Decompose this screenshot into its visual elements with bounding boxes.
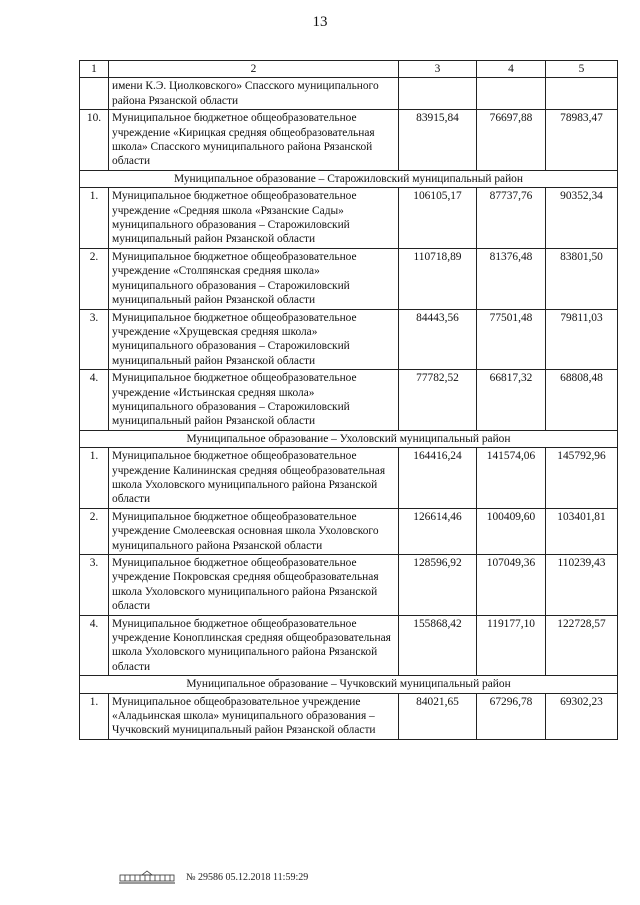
value-col-4: 77501,48 (477, 309, 546, 370)
row-number (80, 78, 109, 110)
table-body (80, 61, 618, 740)
value-col-3: 106105,17 (399, 188, 477, 249)
value-col-4: 100409,60 (477, 508, 546, 554)
registration-number: № 29586 05.12.2018 11:59:29 (186, 871, 309, 883)
row-number: 1. (80, 448, 109, 509)
value-col-5: 78983,47 (546, 110, 618, 171)
value-col-4: 87737,76 (477, 188, 546, 249)
table-row (80, 78, 618, 110)
section-header-row (80, 676, 618, 693)
row-number: 3. (80, 309, 109, 370)
column-header: 4 (477, 61, 546, 78)
value-col-3 (399, 78, 477, 110)
value-col-4: 76697,88 (477, 110, 546, 171)
row-number: 1. (80, 693, 109, 739)
table-row (80, 508, 618, 554)
value-col-5: 68808,48 (546, 370, 618, 431)
column-header: 3 (399, 61, 477, 78)
section-title: Муниципальное образование – Чучковский муниципальный район (80, 676, 618, 693)
table-row (80, 188, 618, 249)
value-col-3: 126614,46 (399, 508, 477, 554)
value-col-3: 128596,92 (399, 555, 477, 616)
funding-table (79, 60, 618, 740)
value-col-5: 79811,03 (546, 309, 618, 370)
table-row (80, 248, 618, 309)
section-title: Муниципальное образование – Ухоловский муниципальный район (80, 430, 618, 447)
value-col-3: 77782,52 (399, 370, 477, 431)
column-header: 1 (80, 61, 109, 78)
column-header: 2 (109, 61, 399, 78)
column-header: 5 (546, 61, 618, 78)
page-number: 13 (312, 14, 328, 30)
table-row (80, 448, 618, 509)
government-building-stamp-icon (118, 870, 176, 884)
value-col-3: 84021,65 (399, 693, 477, 739)
registration-footer (118, 870, 308, 884)
row-number: 2. (80, 508, 109, 554)
row-number: 10. (80, 110, 109, 171)
value-col-4: 81376,48 (477, 248, 546, 309)
value-col-4: 119177,10 (477, 615, 546, 676)
row-number: 4. (80, 615, 109, 676)
table-row (80, 555, 618, 616)
value-col-5: 90352,34 (546, 188, 618, 249)
institution-name: Муниципальное бюджетное общеобразовательное учреждение «Хрущевская средняя школа» муниципального образования – Старожиловский муниципальный район Рязанской области (109, 309, 399, 370)
value-col-5: 83801,50 (546, 248, 618, 309)
value-col-5: 122728,57 (546, 615, 618, 676)
table-header-row (80, 61, 618, 78)
table-row (80, 693, 618, 739)
institution-name: Муниципальное бюджетное общеобразовательное учреждение «Кирицкая средняя общеобразовательная школа» Спасского муниципального района Рязанской области (109, 110, 399, 171)
table-row (80, 615, 618, 676)
row-number: 3. (80, 555, 109, 616)
value-col-5: 110239,43 (546, 555, 618, 616)
institution-name: имени К.Э. Циолковского» Спасского муниципального района Рязанской области (109, 78, 399, 110)
institution-name: Муниципальное бюджетное общеобразовательное учреждение Смолеевская основная школа Ухоловского муниципального района Рязанской области (109, 508, 399, 554)
value-col-4 (477, 78, 546, 110)
value-col-4: 107049,36 (477, 555, 546, 616)
value-col-5: 145792,96 (546, 448, 618, 509)
institution-name: Муниципальное бюджетное общеобразовательное учреждение Покровская средняя общеобразовательная школа Ухоловского муниципального района Рязанской области (109, 555, 399, 616)
institution-name: Муниципальное бюджетное общеобразовательное учреждение «Столпянская средняя школа» муниципального образования – Старожиловский муниципальный район Рязанской области (109, 248, 399, 309)
row-number: 2. (80, 248, 109, 309)
value-col-3: 83915,84 (399, 110, 477, 171)
value-col-5: 69302,23 (546, 693, 618, 739)
value-col-4: 141574,06 (477, 448, 546, 509)
section-title: Муниципальное образование – Старожиловский муниципальный район (80, 170, 618, 187)
section-header-row (80, 430, 618, 447)
section-header-row (80, 170, 618, 187)
institution-name: Муниципальное общеобразовательное учреждение «Аладьинская школа» муниципального образования – Чучковский муниципальный район Рязанской области (109, 693, 399, 739)
value-col-3: 110718,89 (399, 248, 477, 309)
value-col-3: 164416,24 (399, 448, 477, 509)
value-col-3: 155868,42 (399, 615, 477, 676)
value-col-3: 84443,56 (399, 309, 477, 370)
institution-name: Муниципальное бюджетное общеобразовательное учреждение «Средняя школа «Рязанские Сады» муниципального образования – Старожиловский муниципальный район Рязанской области (109, 188, 399, 249)
table-row (80, 309, 618, 370)
table-row (80, 110, 618, 171)
value-col-5: 103401,81 (546, 508, 618, 554)
row-number: 4. (80, 370, 109, 431)
institution-name: Муниципальное бюджетное общеобразовательное учреждение «Истьинская средняя школа» муниципального образования – Старожиловский муниципальный район Рязанской области (109, 370, 399, 431)
row-number: 1. (80, 188, 109, 249)
value-col-4: 67296,78 (477, 693, 546, 739)
table-row (80, 370, 618, 431)
institution-name: Муниципальное бюджетное общеобразовательное учреждение Коноплинская средняя общеобразовательная школа Ухоловского муниципального района Рязанской области (109, 615, 399, 676)
value-col-4: 66817,32 (477, 370, 546, 431)
institution-name: Муниципальное бюджетное общеобразовательное учреждение Калининская средняя общеобразовательная школа Ухоловского муниципального района Рязанской области (109, 448, 399, 509)
value-col-5 (546, 78, 618, 110)
